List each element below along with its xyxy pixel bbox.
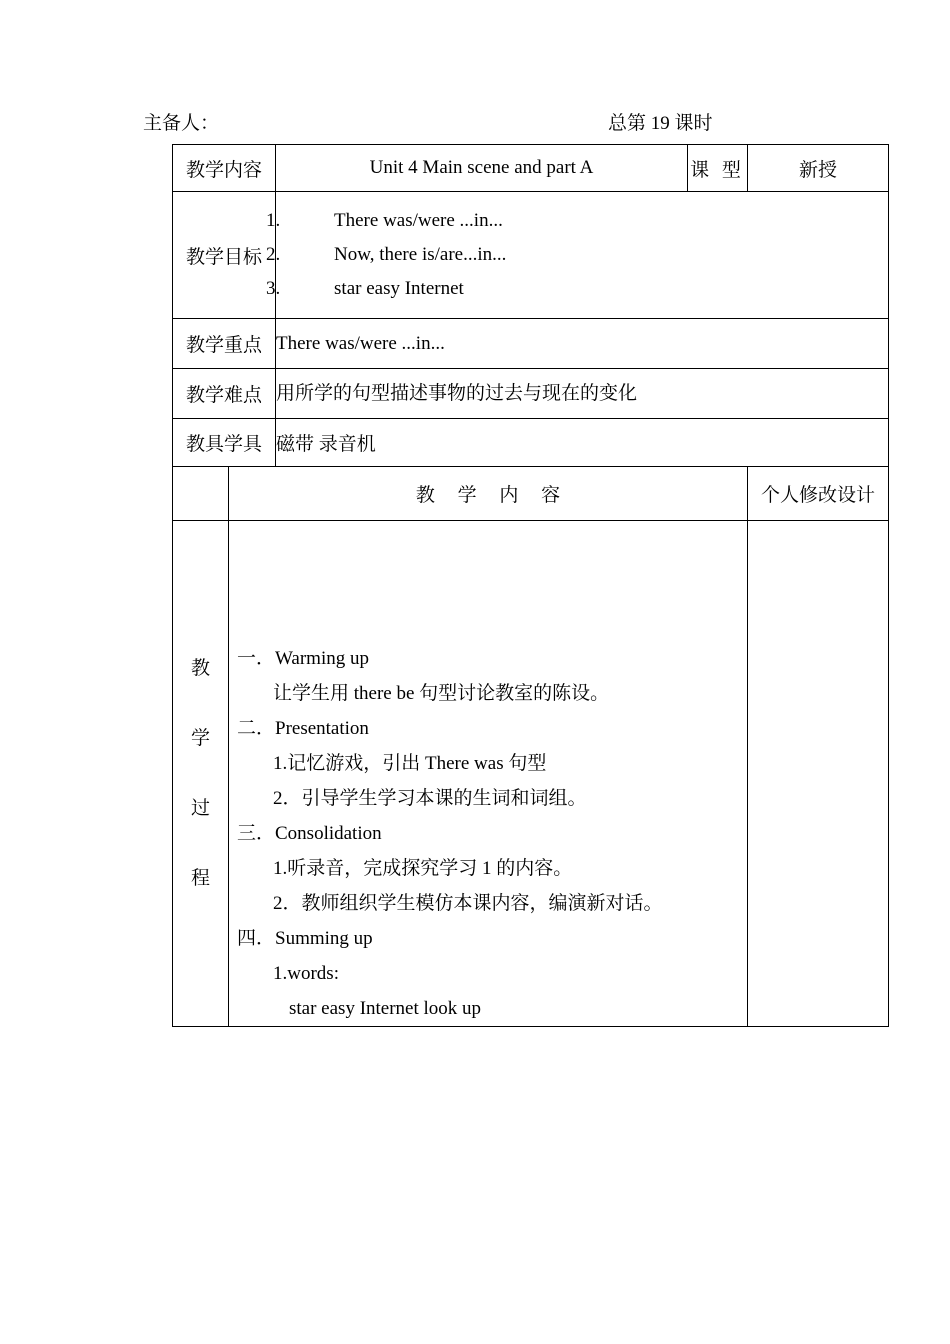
process-line: 1.记忆游戏，引出 There was 句型	[273, 753, 547, 774]
list-item	[266, 272, 888, 306]
objective-text: There was/were ...in...	[334, 210, 503, 231]
content-header-center: 教 学 内 容	[229, 467, 748, 521]
list-item	[266, 238, 888, 272]
process-label-char: 程	[190, 867, 210, 889]
preparer-label: 主备人：	[143, 113, 220, 134]
content-header-spacer	[173, 467, 229, 521]
table-row-process	[173, 521, 889, 1027]
document-header	[143, 108, 888, 140]
lesson-plan-table	[172, 144, 889, 1027]
topic-label: 教学内容	[173, 145, 276, 192]
table-row-difficulty	[173, 369, 889, 419]
objectives-label: 教学目标	[173, 192, 276, 319]
materials-value: 磁带 录音机	[276, 419, 889, 467]
process-line: 一．Warming up	[237, 648, 369, 669]
process-line: star easy Internet look up	[289, 998, 482, 1019]
process-line: 1.words:	[273, 963, 339, 984]
process-content	[229, 521, 748, 1027]
difficulty-label: 教学难点	[173, 369, 276, 419]
process-lines	[229, 521, 747, 1026]
process-line: 2．教师组织学生模仿本课内容，编演新对话。	[273, 893, 663, 914]
topic-value: Unit 4 Main scene and part A	[276, 145, 688, 192]
objectives-list	[266, 192, 888, 318]
process-label-char: 学	[190, 727, 210, 749]
process-line: 四．Summing up	[237, 928, 373, 949]
difficulty-value: 用所学的句型描述事物的过去与现在的变化	[276, 369, 889, 419]
process-vertical-label	[173, 521, 229, 1027]
process-line: 三．Consolidation	[237, 823, 382, 844]
objective-number: 2.	[266, 244, 281, 265]
course-type-value: 新授	[748, 145, 889, 192]
objective-number: 3.	[266, 278, 281, 299]
table-row-content-header	[173, 467, 889, 521]
objectives-value	[266, 192, 889, 319]
process-label-char: 过	[190, 797, 210, 819]
key-point-value: There was/were ...in...	[276, 319, 889, 369]
content-header-notes: 个人修改设计	[748, 467, 889, 521]
list-item	[266, 204, 888, 238]
process-label-char: 教	[190, 657, 210, 679]
course-type-label: 课 型	[688, 145, 748, 192]
process-notes-cell[interactable]	[748, 521, 889, 1027]
key-point-label: 教学重点	[173, 319, 276, 369]
table-row-objectives	[173, 192, 889, 319]
objective-number: 1.	[266, 210, 281, 231]
period-label: 总第 19 课时	[608, 113, 713, 134]
process-line: 二．Presentation	[237, 718, 369, 739]
objective-text: star easy Internet	[334, 278, 464, 299]
process-line: 让学生用 there be 句型讨论教室的陈设。	[273, 683, 610, 704]
process-line: 1.听录音，完成探究学习 1 的内容。	[273, 858, 573, 879]
objective-text: Now, there is/are...in...	[334, 244, 507, 265]
table-row-key-point	[173, 319, 889, 369]
materials-label: 教具学具	[173, 419, 276, 467]
table-row-topic	[173, 145, 889, 192]
table-row-materials	[173, 419, 889, 467]
process-line: 2．引导学生学习本课的生词和词组。	[273, 788, 587, 809]
